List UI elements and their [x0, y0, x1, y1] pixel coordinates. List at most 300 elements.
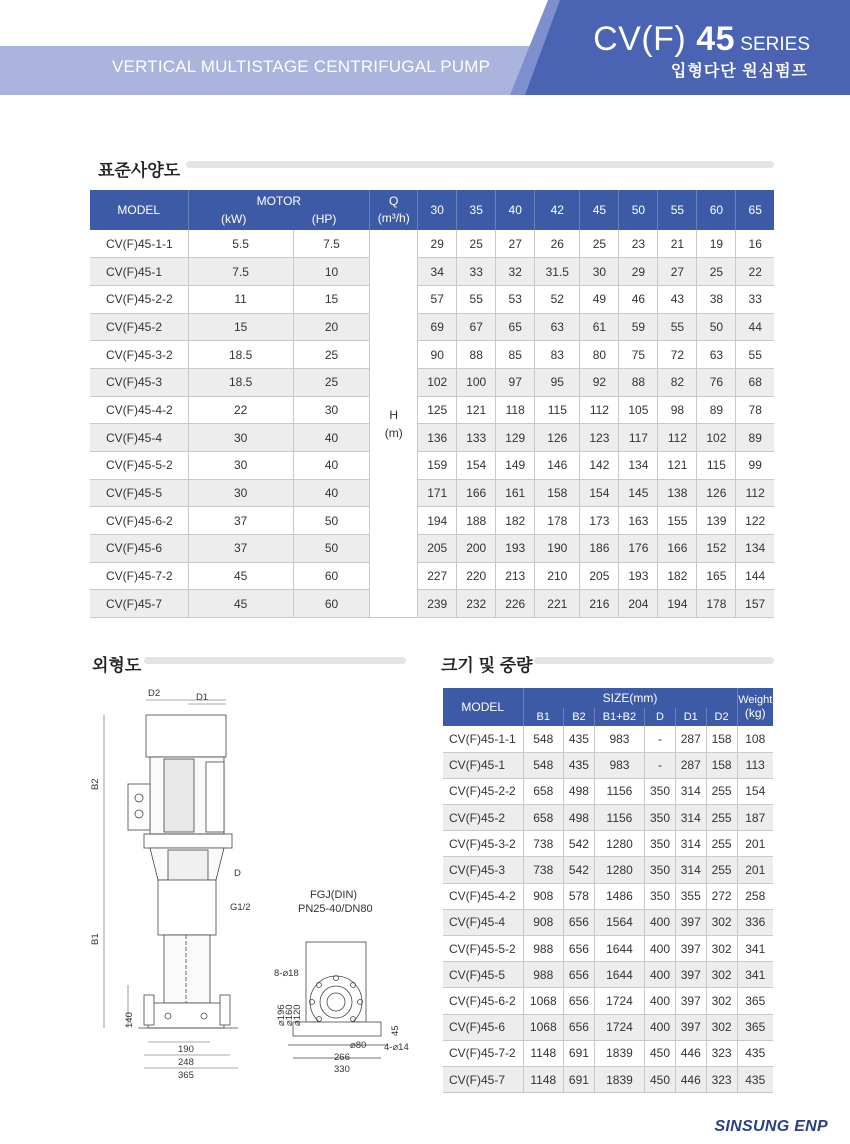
size-cell-dim: 287 — [675, 726, 706, 752]
size-cell-model: CV(F)45-4 — [443, 909, 523, 935]
spec-cell-head: 204 — [619, 590, 658, 618]
spec-cell-head: 122 — [736, 507, 774, 535]
spec-cell-kw: 15 — [188, 313, 293, 341]
spec-cell-head: 178 — [697, 590, 736, 618]
series-number: 45 — [696, 20, 736, 58]
spec-cell-head: 136 — [418, 424, 457, 452]
size-cell-dim: 1280 — [594, 857, 644, 883]
spec-cell-head: 44 — [736, 313, 774, 341]
spec-flow-header: 60 — [697, 190, 736, 230]
flange-p160: ⌀160 — [284, 1004, 295, 1026]
spec-cell-head: 126 — [535, 424, 580, 452]
spec-cell-head: 142 — [580, 452, 619, 480]
spec-cell-head: 33 — [736, 285, 774, 313]
size-cell-dim: - — [645, 726, 676, 752]
spec-cell-head: 139 — [697, 507, 736, 535]
size-cell-model: CV(F)45-5 — [443, 962, 523, 988]
spec-cell-head: 80 — [580, 341, 619, 369]
spec-cell-head: 232 — [457, 590, 496, 618]
flange-w330: 330 — [334, 1064, 350, 1075]
spec-cell-hp: 40 — [293, 479, 369, 507]
size-cell-dim: 350 — [645, 857, 676, 883]
spec-cell-model: CV(F)45-4 — [90, 424, 188, 452]
size-cell-model: CV(F)45-2-2 — [443, 778, 523, 804]
size-cell-dim: 314 — [675, 778, 706, 804]
flange-subtitle: PN25-40/DN80 — [298, 903, 373, 915]
spec-cell-head: 69 — [418, 313, 457, 341]
spec-cell-head: 129 — [496, 424, 535, 452]
spec-cell-head: 38 — [697, 285, 736, 313]
spec-cell-head: 89 — [697, 396, 736, 424]
spec-flow-header: 35 — [457, 190, 496, 230]
size-cell-weight: 201 — [737, 831, 773, 857]
dim-d: D — [234, 868, 241, 879]
spec-cell-hp: 20 — [293, 313, 369, 341]
size-cell-dim: 397 — [675, 936, 706, 962]
spec-row — [90, 258, 774, 286]
flange-h45: 45 — [390, 1025, 401, 1036]
size-cell-dim: 355 — [675, 883, 706, 909]
size-cell-dim: 287 — [675, 752, 706, 778]
spec-cell-head: 19 — [697, 230, 736, 258]
spec-cell-model: CV(F)45-6 — [90, 535, 188, 563]
size-row — [443, 778, 773, 804]
spec-cell-head: 49 — [580, 285, 619, 313]
size-cell-weight: 108 — [737, 726, 773, 752]
spec-cell-head: 210 — [535, 562, 580, 590]
spec-cell-head: 163 — [619, 507, 658, 535]
spec-cell-kw: 22 — [188, 396, 293, 424]
size-cell-dim: 435 — [564, 752, 595, 778]
spec-cell-head: 200 — [457, 535, 496, 563]
spec-cell-head: 55 — [457, 285, 496, 313]
size-cell-dim: 656 — [564, 962, 595, 988]
size-cell-weight: 365 — [737, 988, 773, 1014]
size-cell-weight: 435 — [737, 1066, 773, 1092]
size-cell-model: CV(F)45-2 — [443, 805, 523, 831]
spec-cell-kw: 37 — [188, 535, 293, 563]
spec-cell-head: 112 — [580, 396, 619, 424]
size-cell-dim: 302 — [706, 936, 737, 962]
spec-cell-head: 227 — [418, 562, 457, 590]
spec-cell-head: 46 — [619, 285, 658, 313]
spec-cell-head: 83 — [535, 341, 580, 369]
spec-cell-head: 193 — [619, 562, 658, 590]
spec-cell-model: CV(F)45-7-2 — [90, 562, 188, 590]
size-cell-weight: 113 — [737, 752, 773, 778]
size-cell-dim: 1068 — [523, 988, 564, 1014]
flange-p120: ⌀120 — [292, 1004, 303, 1026]
size-cell-weight: 154 — [737, 778, 773, 804]
dim-h140: 140 — [124, 1012, 135, 1028]
spec-cell-head: 166 — [658, 535, 697, 563]
spec-header-q-unit: (m³/h) — [377, 211, 410, 225]
spec-cell-head: 226 — [496, 590, 535, 618]
size-col-header: D — [645, 708, 676, 726]
spec-cell-head: 117 — [619, 424, 658, 452]
spec-header-motor — [188, 190, 370, 230]
outline-section-title: 외형도 — [92, 656, 142, 675]
spec-cell-head: 63 — [535, 313, 580, 341]
spec-head-unit-m: (m) — [384, 425, 403, 440]
flange-title: FGJ(DIN) — [310, 889, 358, 901]
spec-cell-head: 157 — [736, 590, 774, 618]
size-section-divider — [534, 657, 774, 664]
size-cell-dim: 400 — [645, 909, 676, 935]
size-cell-weight: 258 — [737, 883, 773, 909]
spec-cell-head: 23 — [619, 230, 658, 258]
spec-cell-head: 188 — [457, 507, 496, 535]
dim-b2: B2 — [90, 778, 101, 790]
size-cell-dim: 548 — [523, 752, 564, 778]
spec-flow-header: 40 — [496, 190, 535, 230]
size-header-weight — [737, 688, 773, 726]
spec-cell-kw: 45 — [188, 590, 293, 618]
size-col-header: B2 — [564, 708, 595, 726]
spec-cell-head: 149 — [496, 452, 535, 480]
spec-cell-head: 121 — [658, 452, 697, 480]
spec-cell-head: 194 — [418, 507, 457, 535]
size-cell-dim: 1148 — [523, 1066, 564, 1092]
size-cell-dim: 400 — [645, 1014, 676, 1040]
spec-flow-header: 30 — [418, 190, 457, 230]
size-row — [443, 831, 773, 857]
size-cell-model: CV(F)45-7-2 — [443, 1040, 523, 1066]
spec-cell-head: 102 — [697, 424, 736, 452]
spec-cell-head: 26 — [535, 230, 580, 258]
spec-cell-head: 88 — [619, 368, 658, 396]
spec-cell-head: 105 — [619, 396, 658, 424]
spec-cell-head: 173 — [580, 507, 619, 535]
size-cell-model: CV(F)45-3-2 — [443, 831, 523, 857]
size-cell-dim: 983 — [594, 726, 644, 752]
size-cell-dim: 400 — [645, 936, 676, 962]
size-table — [443, 688, 773, 1093]
spec-row — [90, 452, 774, 480]
spec-cell-head: 31.5 — [535, 258, 580, 286]
size-header-size: SIZE(mm) — [523, 688, 737, 708]
size-cell-model: CV(F)45-1 — [443, 752, 523, 778]
size-cell-dim: 542 — [564, 831, 595, 857]
spec-cell-head: 89 — [736, 424, 774, 452]
spec-cell-head: 115 — [535, 396, 580, 424]
dim-d1: D1 — [196, 692, 209, 703]
spec-cell-hp: 25 — [293, 368, 369, 396]
spec-cell-head: 159 — [418, 452, 457, 480]
spec-cell-head: 123 — [580, 424, 619, 452]
size-cell-dim: 350 — [645, 778, 676, 804]
spec-cell-head: 134 — [736, 535, 774, 563]
spec-row — [90, 562, 774, 590]
header-title: VERTICAL MULTISTAGE CENTRIFUGAL PUMP — [112, 57, 491, 76]
size-row — [443, 962, 773, 988]
size-col-header: D1 — [675, 708, 706, 726]
flange-p196: ⌀196 — [276, 1004, 287, 1026]
size-cell-weight: 336 — [737, 909, 773, 935]
size-cell-dim: 397 — [675, 909, 706, 935]
spec-row — [90, 313, 774, 341]
flange-bolts: 4-⌀14 — [384, 1042, 409, 1053]
spec-cell-head: 98 — [658, 396, 697, 424]
spec-header-motor-label: MOTOR — [256, 194, 302, 208]
spec-cell-model: CV(F)45-1-1 — [90, 230, 188, 258]
spec-cell-head: 57 — [418, 285, 457, 313]
size-cell-weight: 435 — [737, 1040, 773, 1066]
size-row — [443, 805, 773, 831]
spec-cell-head: 25 — [697, 258, 736, 286]
spec-cell-head: 59 — [619, 313, 658, 341]
spec-cell-head: 85 — [496, 341, 535, 369]
size-cell-dim: 314 — [675, 831, 706, 857]
spec-cell-head: 216 — [580, 590, 619, 618]
size-row — [443, 909, 773, 935]
size-cell-dim: 983 — [594, 752, 644, 778]
spec-cell-hp: 40 — [293, 424, 369, 452]
brand-logo-text: SINSUNG ENP — [714, 1118, 828, 1135]
size-cell-dim: 255 — [706, 831, 737, 857]
spec-cell-head: 182 — [496, 507, 535, 535]
spec-cell-head: 21 — [658, 230, 697, 258]
spec-cell-head: 102 — [418, 368, 457, 396]
spec-cell-kw: 5.5 — [188, 230, 293, 258]
spec-cell-model: CV(F)45-4-2 — [90, 396, 188, 424]
spec-cell-model: CV(F)45-6-2 — [90, 507, 188, 535]
spec-cell-head: 165 — [697, 562, 736, 590]
spec-cell-head: 161 — [496, 479, 535, 507]
size-cell-dim: 446 — [675, 1066, 706, 1092]
spec-cell-head: 213 — [496, 562, 535, 590]
size-cell-dim: 323 — [706, 1040, 737, 1066]
size-cell-model: CV(F)45-7 — [443, 1066, 523, 1092]
spec-flow-header: 50 — [619, 190, 658, 230]
spec-cell-head: 52 — [535, 285, 580, 313]
series-prefix: CV(F) — [593, 20, 697, 58]
spec-header-q-label: Q — [389, 194, 399, 208]
size-cell-weight: 341 — [737, 962, 773, 988]
spec-flow-header: 45 — [580, 190, 619, 230]
size-cell-dim: 397 — [675, 988, 706, 1014]
size-cell-dim: 908 — [523, 909, 564, 935]
spec-cell-head: 67 — [457, 313, 496, 341]
spec-row — [90, 535, 774, 563]
spec-row — [90, 230, 774, 258]
size-cell-dim: 658 — [523, 778, 564, 804]
spec-cell-head: 75 — [619, 341, 658, 369]
size-cell-model: CV(F)45-3 — [443, 857, 523, 883]
spec-flow-header: 65 — [736, 190, 774, 230]
size-cell-dim: 397 — [675, 962, 706, 988]
size-cell-dim: 738 — [523, 831, 564, 857]
spec-cell-model: CV(F)45-1 — [90, 258, 188, 286]
size-cell-dim: 1280 — [594, 831, 644, 857]
flange-holes: 8-⌀18 — [274, 968, 299, 979]
flange-w266: 266 — [334, 1052, 350, 1063]
size-header-weight-label: Weight — [738, 694, 773, 706]
size-cell-dim: 302 — [706, 962, 737, 988]
size-col-header: B1 — [523, 708, 564, 726]
size-cell-dim: 1724 — [594, 1014, 644, 1040]
size-cell-dim: 1839 — [594, 1040, 644, 1066]
size-cell-dim: 400 — [645, 962, 676, 988]
spec-cell-kw: 30 — [188, 452, 293, 480]
size-cell-dim: 656 — [564, 936, 595, 962]
spec-cell-model: CV(F)45-5-2 — [90, 452, 188, 480]
size-cell-dim: 350 — [645, 883, 676, 909]
size-section-title: 크기 및 중량 — [441, 656, 533, 675]
size-cell-dim: 498 — [564, 805, 595, 831]
spec-cell-head: 182 — [658, 562, 697, 590]
size-row — [443, 857, 773, 883]
size-row — [443, 726, 773, 752]
spec-cell-head: 125 — [418, 396, 457, 424]
spec-cell-head: 166 — [457, 479, 496, 507]
size-cell-dim: 1564 — [594, 909, 644, 935]
size-col-header: D2 — [706, 708, 737, 726]
size-cell-dim: 450 — [645, 1040, 676, 1066]
spec-cell-head: 82 — [658, 368, 697, 396]
size-cell-dim: 323 — [706, 1066, 737, 1092]
spec-cell-head: 100 — [457, 368, 496, 396]
spec-head-unit — [370, 230, 418, 618]
spec-cell-head: 176 — [619, 535, 658, 563]
spec-cell-head: 115 — [697, 452, 736, 480]
spec-cell-head: 171 — [418, 479, 457, 507]
spec-cell-kw: 45 — [188, 562, 293, 590]
size-cell-model: CV(F)45-5-2 — [443, 936, 523, 962]
size-cell-dim: - — [645, 752, 676, 778]
spec-cell-head: 97 — [496, 368, 535, 396]
spec-cell-head: 155 — [658, 507, 697, 535]
spec-row — [90, 396, 774, 424]
spec-cell-head: 126 — [697, 479, 736, 507]
size-cell-dim: 302 — [706, 909, 737, 935]
spec-cell-head: 146 — [535, 452, 580, 480]
size-cell-dim: 446 — [675, 1040, 706, 1066]
size-cell-dim: 158 — [706, 752, 737, 778]
spec-cell-model: CV(F)45-7 — [90, 590, 188, 618]
size-cell-dim: 908 — [523, 883, 564, 909]
spec-table — [90, 190, 774, 618]
spec-cell-head: 43 — [658, 285, 697, 313]
size-row — [443, 1066, 773, 1092]
spec-row — [90, 590, 774, 618]
spec-cell-hp: 50 — [293, 535, 369, 563]
flange-p80: ⌀80 — [350, 1040, 367, 1051]
spec-cell-head: 27 — [496, 230, 535, 258]
size-cell-dim: 255 — [706, 857, 737, 883]
size-cell-dim: 656 — [564, 988, 595, 1014]
spec-cell-head: 154 — [457, 452, 496, 480]
spec-cell-head: 220 — [457, 562, 496, 590]
spec-cell-hp: 50 — [293, 507, 369, 535]
spec-cell-head: 50 — [697, 313, 736, 341]
spec-cell-head: 178 — [535, 507, 580, 535]
size-row — [443, 988, 773, 1014]
size-cell-dim: 988 — [523, 962, 564, 988]
spec-section-title: 표준사양도 — [98, 161, 181, 180]
size-cell-dim: 498 — [564, 778, 595, 804]
spec-cell-head: 16 — [736, 230, 774, 258]
spec-cell-head: 61 — [580, 313, 619, 341]
spec-cell-head: 118 — [496, 396, 535, 424]
spec-cell-head: 88 — [457, 341, 496, 369]
size-cell-dim: 272 — [706, 883, 737, 909]
size-header-model: MODEL — [443, 688, 523, 726]
spec-row — [90, 424, 774, 452]
spec-cell-head: 133 — [457, 424, 496, 452]
spec-cell-head: 90 — [418, 341, 457, 369]
size-cell-weight: 341 — [737, 936, 773, 962]
size-cell-model: CV(F)45-6 — [443, 1014, 523, 1040]
size-cell-dim: 656 — [564, 909, 595, 935]
spec-cell-head: 55 — [658, 313, 697, 341]
spec-flow-header: 55 — [658, 190, 697, 230]
size-cell-dim: 350 — [645, 831, 676, 857]
spec-cell-head: 152 — [697, 535, 736, 563]
spec-cell-head: 95 — [535, 368, 580, 396]
spec-cell-head: 190 — [535, 535, 580, 563]
size-col-header: B1+B2 — [594, 708, 644, 726]
size-cell-model: CV(F)45-4-2 — [443, 883, 523, 909]
size-cell-dim: 988 — [523, 936, 564, 962]
spec-section-divider — [186, 161, 774, 168]
size-cell-dim: 738 — [523, 857, 564, 883]
spec-cell-head: 186 — [580, 535, 619, 563]
size-cell-dim: 578 — [564, 883, 595, 909]
size-cell-dim: 548 — [523, 726, 564, 752]
spec-cell-head: 193 — [496, 535, 535, 563]
header-subtitle: 입형다단 원심펌프 — [670, 63, 808, 80]
size-cell-dim: 302 — [706, 988, 737, 1014]
spec-cell-head: 25 — [580, 230, 619, 258]
spec-cell-hp: 30 — [293, 396, 369, 424]
outline-drawing — [88, 680, 428, 1080]
size-cell-dim: 314 — [675, 805, 706, 831]
size-cell-dim: 1724 — [594, 988, 644, 1014]
dim-g12: G1/2 — [230, 902, 251, 913]
spec-cell-head: 78 — [736, 396, 774, 424]
spec-cell-hp: 15 — [293, 285, 369, 313]
spec-cell-head: 63 — [697, 341, 736, 369]
spec-cell-head: 221 — [535, 590, 580, 618]
spec-cell-hp: 40 — [293, 452, 369, 480]
size-cell-dim: 1644 — [594, 936, 644, 962]
size-row — [443, 1014, 773, 1040]
size-cell-model: CV(F)45-1-1 — [443, 726, 523, 752]
spec-cell-head: 154 — [580, 479, 619, 507]
spec-row — [90, 368, 774, 396]
size-cell-dim: 314 — [675, 857, 706, 883]
dim-w248: 248 — [178, 1057, 194, 1068]
spec-cell-head: 32 — [496, 258, 535, 286]
dim-d2: D2 — [148, 688, 161, 699]
spec-cell-hp: 60 — [293, 590, 369, 618]
spec-cell-head: 22 — [736, 258, 774, 286]
size-cell-dim: 350 — [645, 805, 676, 831]
spec-cell-head: 121 — [457, 396, 496, 424]
spec-cell-head: 68 — [736, 368, 774, 396]
dim-w190: 190 — [178, 1044, 194, 1055]
size-cell-dim: 158 — [706, 726, 737, 752]
spec-cell-head: 92 — [580, 368, 619, 396]
spec-cell-head: 30 — [580, 258, 619, 286]
spec-row — [90, 507, 774, 535]
size-row — [443, 883, 773, 909]
spec-cell-hp: 7.5 — [293, 230, 369, 258]
size-cell-dim: 400 — [645, 988, 676, 1014]
size-cell-dim: 255 — [706, 805, 737, 831]
spec-cell-model: CV(F)45-5 — [90, 479, 188, 507]
